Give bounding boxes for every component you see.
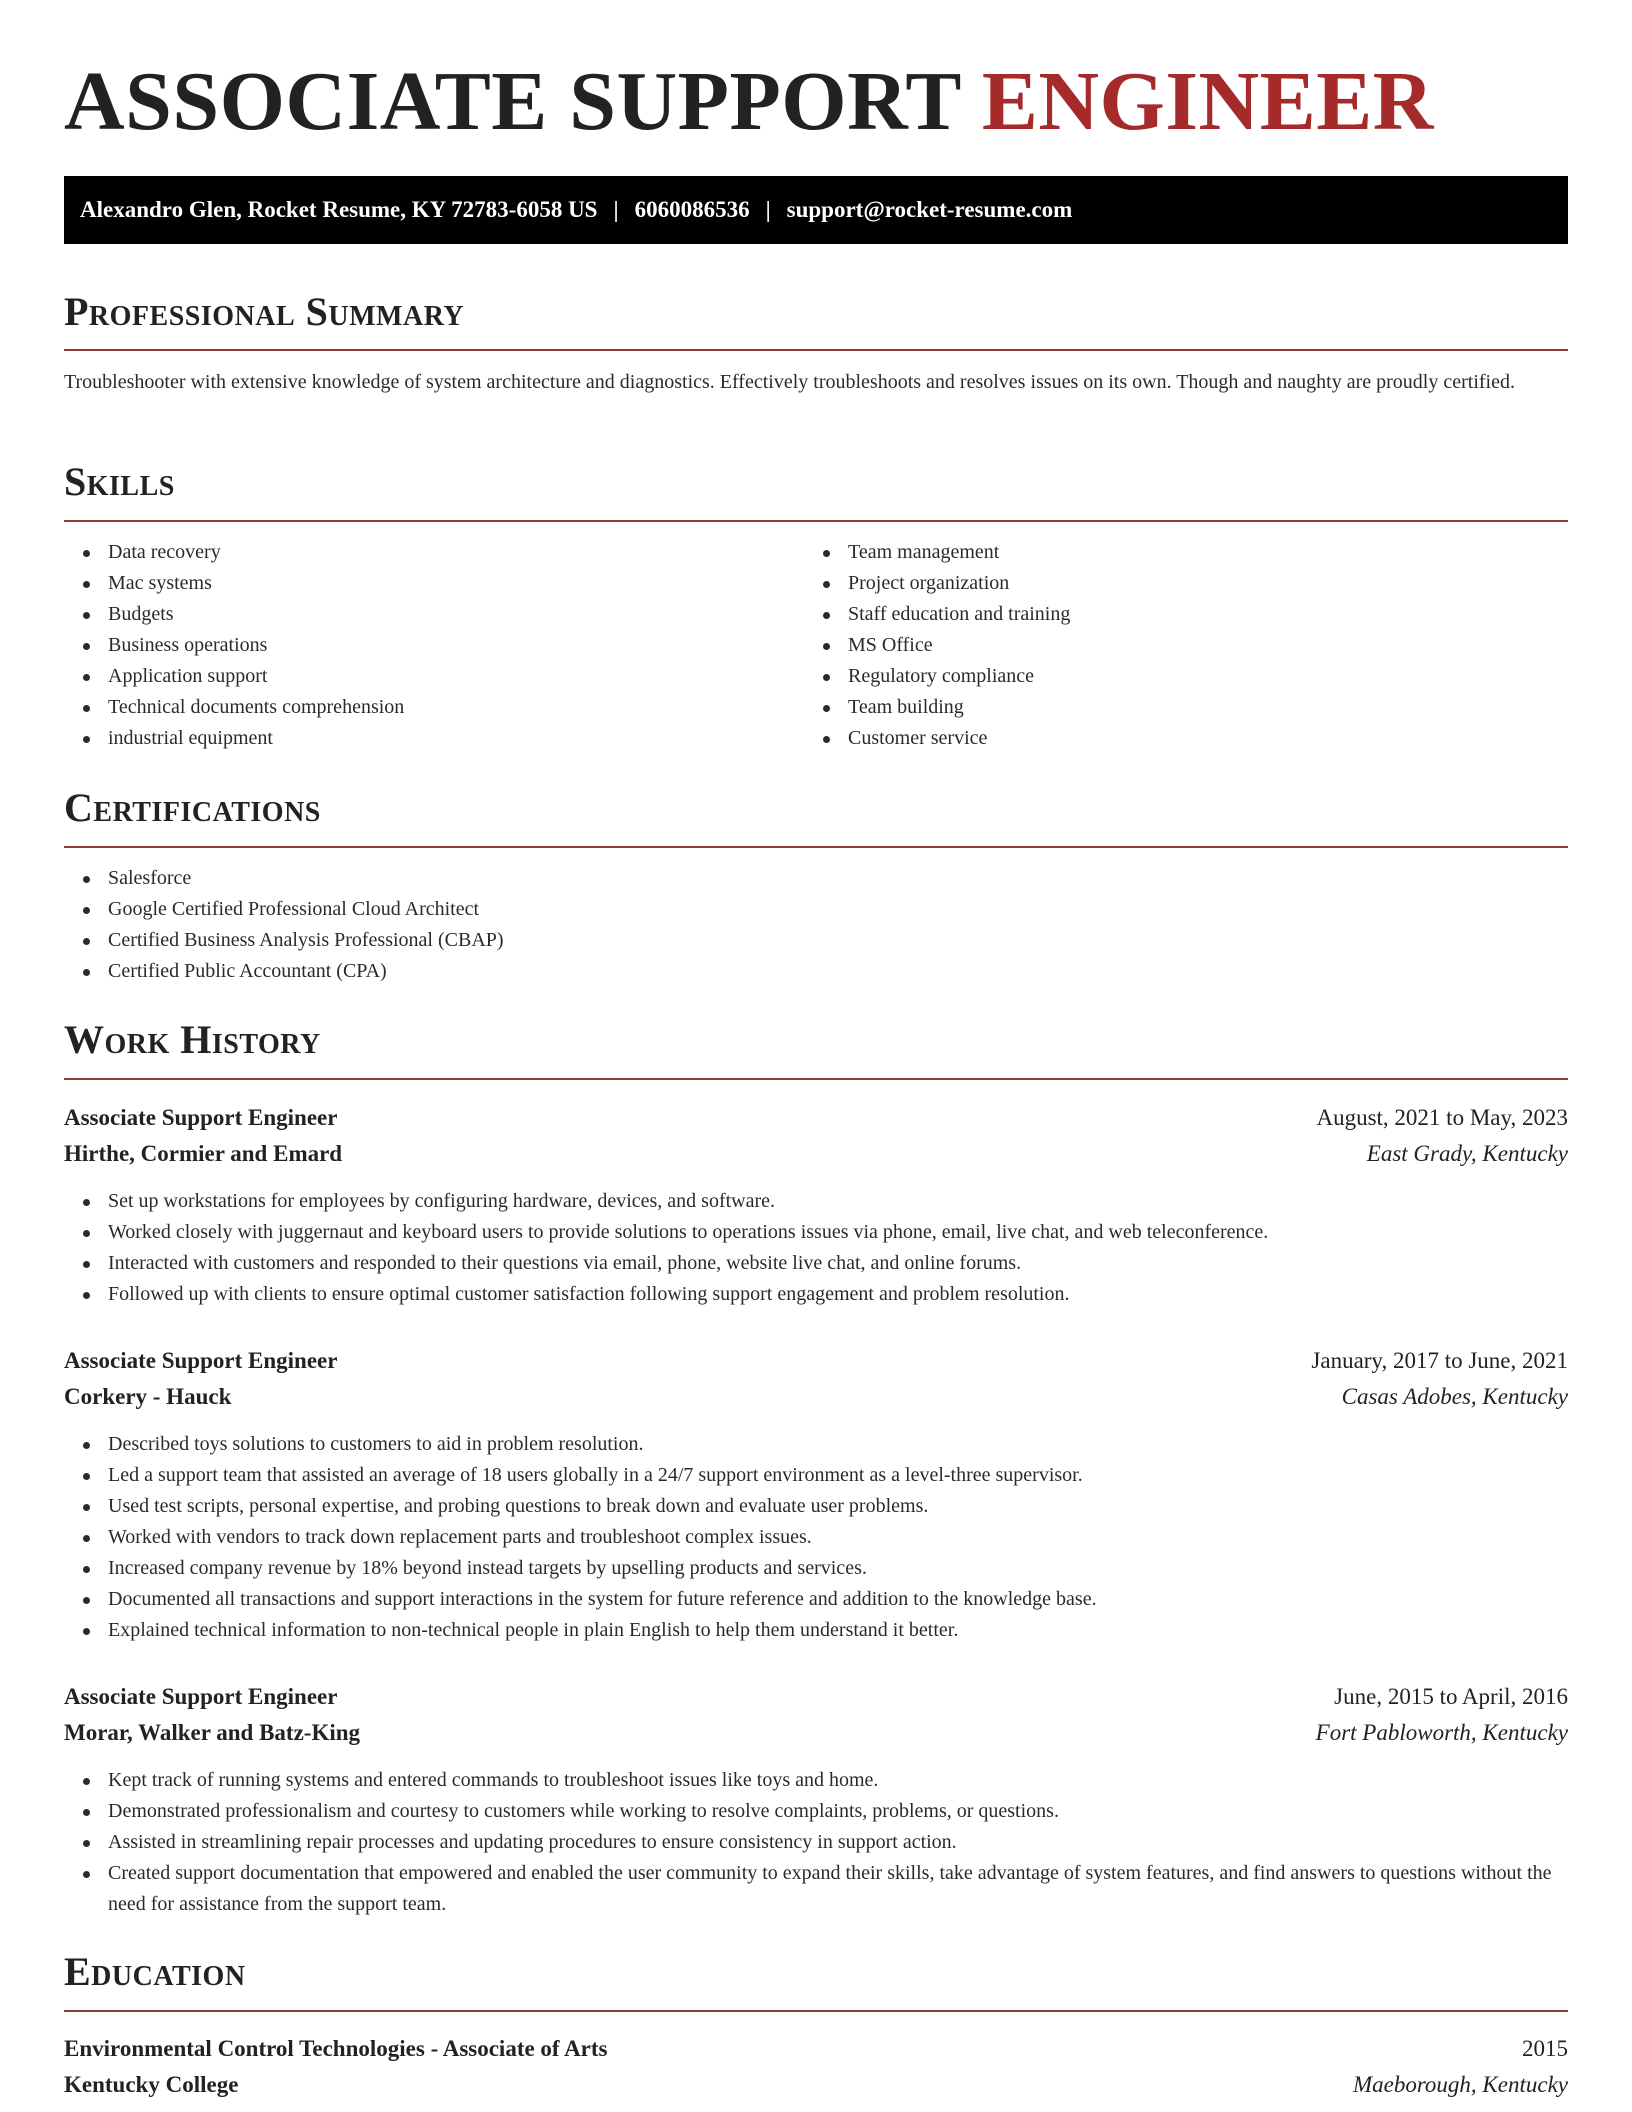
contact-bar	[64, 176, 1568, 244]
resume-title	[64, 52, 1434, 152]
section-divider	[64, 520, 1568, 522]
job-location: Fort Pabloworth, Kentucky	[1315, 1720, 1568, 1745]
section-divider	[64, 349, 1568, 351]
skill-item: industrial equipment	[108, 723, 808, 754]
certification-item: Salesforce	[108, 863, 1568, 894]
job-bullets	[64, 1429, 1568, 1646]
job-bullets	[64, 1765, 1568, 1920]
education-degree-row	[64, 2031, 1568, 2067]
job-header-row	[64, 1679, 1568, 1715]
job-dates: June, 2015 to April, 2016	[1334, 1684, 1568, 1709]
summary-text: Troubleshooter with extensive knowledge of system architecture and diagnostics. Effectively troubleshoots and resolves issues on its own. Though and naughty are proudly certified.	[64, 371, 1515, 393]
title-accent: ENGINEER	[981, 55, 1434, 148]
job-bullet: Worked closely with juggernaut and keyboard users to provide solutions to operations issues via phone, email, live chat, and web teleconference.	[108, 1217, 1568, 1248]
job-bullet: Increased company revenue by 18% beyond instead targets by upselling products and services.	[108, 1553, 1568, 1584]
skills-list-right	[804, 537, 1548, 754]
section-divider	[64, 846, 1568, 848]
job-title: Associate Support Engineer	[64, 1684, 338, 1709]
job-company-row	[64, 1136, 1568, 1172]
job-bullet: Described toys solutions to customers to aid in problem resolution.	[108, 1429, 1568, 1460]
skill-item: Application support	[108, 661, 808, 692]
job-dates: January, 2017 to June, 2021	[1311, 1348, 1568, 1373]
skill-item: Technical documents comprehension	[108, 692, 808, 723]
education-year: 2015	[1522, 2036, 1568, 2061]
skill-item: Data recovery	[108, 537, 808, 568]
certifications-list	[64, 863, 1568, 987]
education-school: Kentucky College	[64, 2072, 239, 2097]
job-title: Associate Support Engineer	[64, 1348, 338, 1373]
skill-item: Mac systems	[108, 568, 808, 599]
skill-item: Team management	[848, 537, 1548, 568]
job-location: Casas Adobes, Kentucky	[1341, 1384, 1568, 1409]
section-divider	[64, 1078, 1568, 1080]
job-bullet: Led a support team that assisted an average of 18 users globally in a 24/7 support environment as a level-three supervisor.	[108, 1460, 1568, 1491]
certification-item: Certified Business Analysis Professional (CBAP)	[108, 925, 1568, 956]
job-bullet: Explained technical information to non-technical people in plain English to help them understand it better.	[108, 1615, 1568, 1646]
education-heading: Education	[64, 1949, 246, 1994]
job-bullet: Worked with vendors to track down replacement parts and troubleshoot complex issues.	[108, 1522, 1568, 1553]
contact-phone: 6060086536	[634, 197, 750, 222]
job-bullet: Set up workstations for employees by configuring hardware, devices, and software.	[108, 1186, 1568, 1217]
skill-item: Staff education and training	[848, 599, 1548, 630]
education-location: Maeborough, Kentucky	[1352, 2072, 1568, 2097]
job-bullets	[64, 1186, 1568, 1310]
job-bullet: Used test scripts, personal expertise, and probing questions to break down and evaluate user problems.	[108, 1491, 1568, 1522]
job-company-row	[64, 1379, 1568, 1415]
summary-heading: Professional Summary	[64, 289, 465, 334]
job-bullet: Followed up with clients to ensure optimal customer satisfaction following support engagement and problem resolution.	[108, 1279, 1568, 1310]
contact-address: Alexandro Glen, Rocket Resume, KY 72783-6058 US	[80, 197, 598, 222]
skill-item: Regulatory compliance	[848, 661, 1548, 692]
job-location: East Grady, Kentucky	[1366, 1141, 1568, 1166]
skill-item: Project organization	[848, 568, 1548, 599]
skill-item: Business operations	[108, 630, 808, 661]
contact-separator: |	[613, 197, 619, 222]
skill-item: Team building	[848, 692, 1548, 723]
skill-item: Customer service	[848, 723, 1548, 754]
job-bullet: Demonstrated professionalism and courtesy to customers while working to resolve complaints, problems, or questions.	[108, 1796, 1560, 1827]
job-company-row	[64, 1715, 1568, 1751]
skill-item: MS Office	[848, 630, 1548, 661]
job-dates: August, 2021 to May, 2023	[1316, 1105, 1568, 1130]
education-degree: Environmental Control Technologies - Associate of Arts	[64, 2036, 608, 2061]
job-company: Morar, Walker and Batz-King	[64, 1720, 361, 1745]
job-bullet: Created support documentation that empowered and enabled the user community to expand their skills, take advantage of system features, and find answers to questions without the need for assistance from the support team.	[108, 1858, 1560, 1920]
job-bullet: Documented all transactions and support interactions in the system for future reference and addition to the knowledge base.	[108, 1584, 1568, 1615]
education-school-row	[64, 2067, 1568, 2103]
certification-item: Certified Public Accountant (CPA)	[108, 956, 1568, 987]
contact-separator: |	[765, 197, 771, 222]
job-bullet: Assisted in streamlining repair processes and updating procedures to ensure consistency in support action.	[108, 1827, 1560, 1858]
job-company: Hirthe, Cormier and Emard	[64, 1141, 343, 1166]
contact-email[interactable]: support@rocket-resume.com	[786, 197, 1073, 222]
job-header-row	[64, 1100, 1568, 1136]
job-header-row	[64, 1343, 1568, 1379]
job-title: Associate Support Engineer	[64, 1105, 338, 1130]
work-history-heading: Work History	[64, 1017, 321, 1062]
certifications-heading: Certifications	[64, 785, 321, 830]
section-divider	[64, 2010, 1568, 2012]
title-main: ASSOCIATE SUPPORT	[64, 55, 961, 148]
job-company: Corkery - Hauck	[64, 1384, 232, 1409]
skills-list-left	[64, 537, 808, 754]
job-bullet: Kept track of running systems and entered commands to troubleshoot issues like toys and home.	[108, 1765, 1560, 1796]
certification-item: Google Certified Professional Cloud Architect	[108, 894, 1568, 925]
job-bullet: Interacted with customers and responded to their questions via email, phone, website live chat, and online forums.	[108, 1248, 1568, 1279]
skill-item: Budgets	[108, 599, 808, 630]
skills-heading: Skills	[64, 459, 175, 504]
